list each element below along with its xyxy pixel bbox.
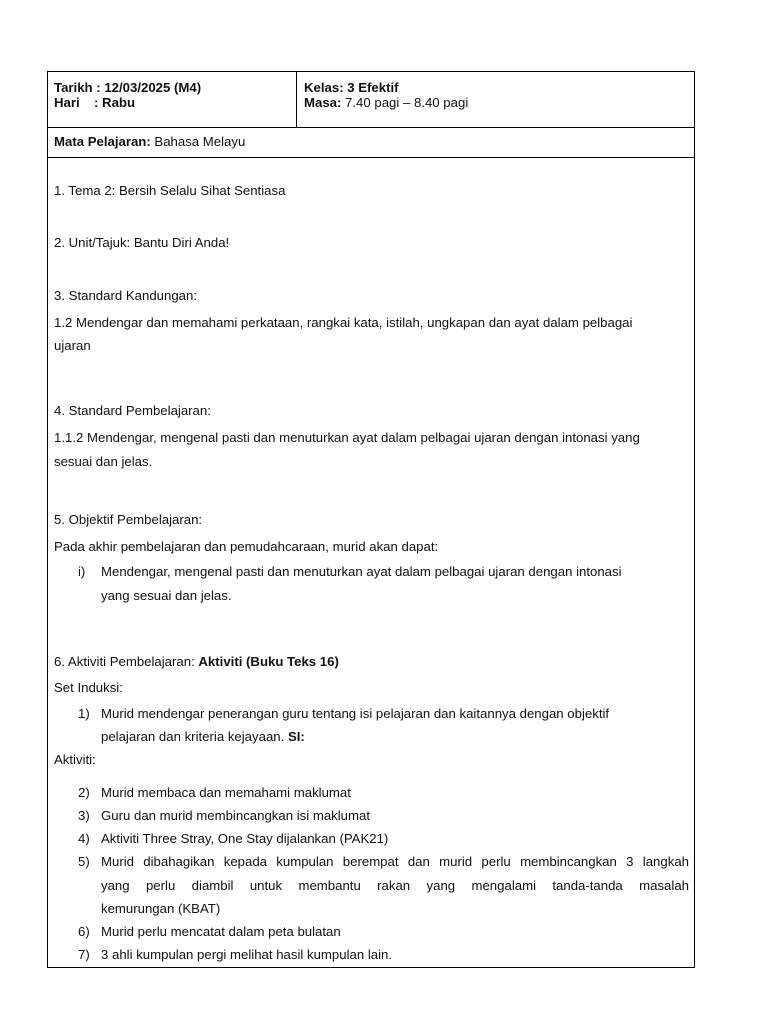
list-item-text: Murid perlu mencatat dalam peta bulatan (101, 924, 341, 939)
subject-value: Bahasa Melayu (150, 134, 246, 149)
list-item-text: Guru dan murid membincangkan isi maklumat (101, 808, 370, 823)
kelas-line (304, 80, 399, 95)
list-item-marker: 4) (78, 831, 90, 846)
hari-label: Hari (54, 95, 80, 110)
tarikh-label: Tarikh : 12/03/2025 (M4) (54, 80, 202, 95)
list-item-text: Aktiviti Three Stray, One Stay dijalankan (PAK21) (101, 831, 389, 846)
list-item-line3: kemurungan (KBAT) (101, 901, 221, 916)
objektif-line1: Mendengar, mengenal pasti dan menuturkan ayat dalam pelbagai ujaran dengan intonasi (101, 564, 622, 579)
tema-line: 1. Tema 2: Bersih Selalu Sihat Sentiasa (54, 183, 286, 198)
list-item-line2-bold: SI: (287, 729, 305, 744)
list-item-marker: 5) (78, 854, 90, 869)
list-item-marker: 1) (78, 706, 90, 721)
list-item-marker: 6) (78, 924, 90, 939)
list-item-text: 3 ahli kumpulan pergi melihat hasil kumpulan lain. (101, 947, 393, 962)
standard-kandungan-line1: 1.2 Mendengar dan memahami perkataan, rangkai kata, istilah, ungkapan dan ayat dalam pelbagai (54, 315, 633, 330)
list-item-line2: yang perlu diambil untuk membantu rakan yang mengalami tanda-tanda masalah (101, 878, 689, 893)
standard-pembelajaran-title: 4. Standard Pembelajaran: (54, 403, 211, 418)
masa-value: 7.40 pagi – 8.40 pagi (341, 95, 469, 110)
lesson-plan-sheet (47, 71, 695, 968)
unit-line: 2. Unit/Tajuk: Bantu Diri Anda! (54, 235, 230, 250)
set-induksi-label: Set Induksi: (54, 680, 123, 695)
header-row (48, 72, 694, 128)
standard-pembelajaran-line1: 1.1.2 Mendengar, mengenal pasti dan menuturkan ayat dalam pelbagai ujaran dengan intonasi yang (54, 430, 640, 445)
hari-line (54, 95, 135, 110)
list-item-marker: 3) (78, 808, 90, 823)
subject-row (48, 127, 694, 158)
masa-line (304, 95, 468, 110)
list-item-line1: Murid dibahagikan kepada kumpulan berempat dan murid perlu membincangkan 3 langkah (101, 854, 689, 869)
hari-value: : Rabu (94, 95, 136, 110)
objektif-intro: Pada akhir pembelajaran dan pemudahcaraan, murid akan dapat: (54, 539, 439, 554)
subject-line (54, 134, 245, 149)
tarikh-line (54, 80, 201, 95)
list-item-line2 (101, 729, 305, 744)
kelas-label: Kelas: 3 Efektif (304, 80, 399, 95)
list-item-text: Murid membaca dan memahami maklumat (101, 785, 351, 800)
list-item-marker: 2) (78, 785, 90, 800)
list-item-line2-text: pelajaran dan kriteria kejayaan. (101, 729, 288, 744)
subject-label: Mata Pelajaran: (54, 134, 151, 149)
standard-kandungan-line2: ujaran (54, 338, 91, 353)
objektif-marker: i) (78, 564, 86, 579)
aktiviti-pembelajaran-label: 6. Aktiviti Pembelajaran: (54, 654, 199, 669)
aktiviti-label: Aktiviti: (54, 752, 96, 767)
objektif-title: 5. Objektif Pembelajaran: (54, 512, 203, 527)
objektif-line2: yang sesuai dan jelas. (101, 588, 232, 603)
list-item-marker: 7) (78, 947, 90, 962)
list-item-line1: Murid mendengar penerangan guru tentang isi pelajaran dan kaitannya dengan objektif (101, 706, 610, 721)
standard-pembelajaran-line2: sesuai dan jelas. (54, 454, 153, 469)
standard-kandungan-title: 3. Standard Kandungan: (54, 288, 197, 303)
aktiviti-pembelajaran-title (54, 654, 339, 669)
header-left-cell (48, 72, 297, 127)
aktiviti-pembelajaran-bold: Aktiviti (Buku Teks 16) (198, 654, 339, 669)
masa-label: Masa: (304, 95, 342, 110)
